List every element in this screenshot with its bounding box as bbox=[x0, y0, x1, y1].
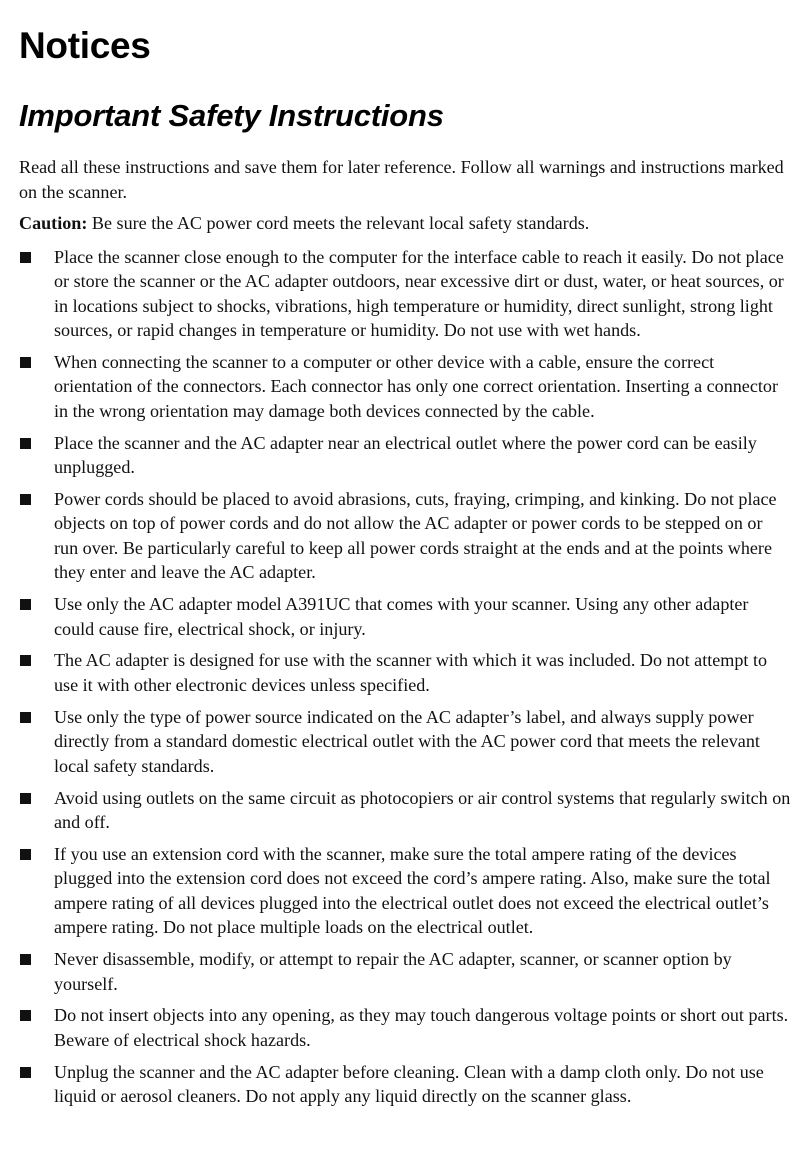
list-item bbox=[19, 842, 791, 940]
intro-paragraph: Read all these instructions and save them for later reference. Follow all warnings and instructions marked on the scanner. bbox=[19, 157, 784, 202]
list-item bbox=[19, 786, 791, 835]
list-item-text: When connecting the scanner to a computer or other device with a cable, ensure the correct orientation of the connectors. Each connector has only one correct orientation. Inserting a connector in the wrong orientation may damage both devices connected by the cable. bbox=[54, 351, 778, 421]
list-item-text: Unplug the scanner and the AC adapter before cleaning. Clean with a damp cloth only. Do not use liquid or aerosol cleaners. Do not apply any liquid directly on the scanner glass. bbox=[54, 1061, 764, 1107]
list-item-text: Power cords should be placed to avoid abrasions, cuts, fraying, crimping, and kinking. Do not place objects on top of power cords and do not allow the AC adapter or power cords to be stepped on or run over. Be particularly careful to keep all power cords straight at the ends and at the points where they enter and leave the AC adapter. bbox=[54, 488, 777, 583]
document-body bbox=[19, 155, 791, 1116]
list-item-text: Avoid using outlets on the same circuit as photocopiers or air control systems that regularly switch on and off. bbox=[54, 787, 791, 833]
list-item bbox=[19, 1003, 791, 1052]
square-bullet-icon bbox=[20, 712, 31, 723]
list-item bbox=[19, 431, 791, 480]
square-bullet-icon bbox=[20, 655, 31, 666]
list-item-text: Place the scanner and the AC adapter near an electrical outlet where the power cord can be easily unplugged. bbox=[54, 432, 757, 478]
caution-label: Caution: bbox=[19, 213, 88, 233]
square-bullet-icon bbox=[20, 599, 31, 610]
list-item-text: Do not insert objects into any opening, as they may touch dangerous voltage points or short out parts. Beware of electrical shock hazards. bbox=[54, 1005, 789, 1050]
list-item bbox=[19, 648, 791, 697]
square-bullet-icon bbox=[20, 793, 31, 804]
list-item bbox=[19, 592, 791, 641]
list-item bbox=[19, 947, 791, 996]
list-item-text: Place the scanner close enough to the computer for the interface cable to reach it easily. Do not place or store the scanner or the AC adapter outdoors, near excessive dirt or dust, water, or heat sources, or in locations subject to shocks, vibrations, high temperature or humidity, direct sunlight, strong light sources, or rapid changes in temperature or humidity. Do not use with wet hands. bbox=[54, 246, 784, 340]
caution-text: Be sure the AC power cord meets the relevant local safety standards. bbox=[87, 213, 590, 233]
list-item bbox=[19, 1060, 791, 1109]
square-bullet-icon bbox=[20, 357, 31, 368]
list-item-text: Use only the type of power source indicated on the AC adapter’s label, and always supply power directly from a standard domestic electrical outlet with the AC power cord that meets the relevant local safety standards. bbox=[54, 706, 760, 776]
square-bullet-icon bbox=[20, 954, 31, 965]
square-bullet-icon bbox=[20, 1067, 31, 1078]
square-bullet-icon bbox=[20, 1010, 31, 1021]
page-title: Notices bbox=[19, 25, 151, 66]
list-item bbox=[19, 245, 791, 343]
list-item bbox=[19, 487, 791, 585]
square-bullet-icon bbox=[20, 849, 31, 860]
list-item-text: If you use an extension cord with the scanner, make sure the total ampere rating of the devices plugged into the extension cord does not exceed the cord’s ampere rating. Also, make sure the total ampere rating of all devices plugged into the electrical outlet does not exceed the electrical outlet’s ampere rating. Do not place multiple loads on the electrical outlet. bbox=[54, 843, 771, 938]
caution-note bbox=[19, 211, 791, 236]
square-bullet-icon bbox=[20, 252, 31, 263]
square-bullet-icon bbox=[20, 494, 31, 505]
list-item-text: Use only the AC adapter model A391UC that comes with your scanner. Using any other adapter could cause fire, electrical shock, or injury. bbox=[54, 594, 749, 639]
list-item-text: Never disassemble, modify, or attempt to repair the AC adapter, scanner, or scanner option by yourself. bbox=[54, 949, 732, 994]
square-bullet-icon bbox=[20, 438, 31, 449]
list-item bbox=[19, 350, 791, 424]
section-title: Important Safety Instructions bbox=[19, 98, 444, 133]
list-item-text: The AC adapter is designed for use with the scanner with which it was included. Do not attempt to use it with other electronic devices unless specified. bbox=[54, 650, 768, 695]
safety-instructions-list bbox=[19, 245, 791, 1109]
list-item bbox=[19, 705, 791, 779]
